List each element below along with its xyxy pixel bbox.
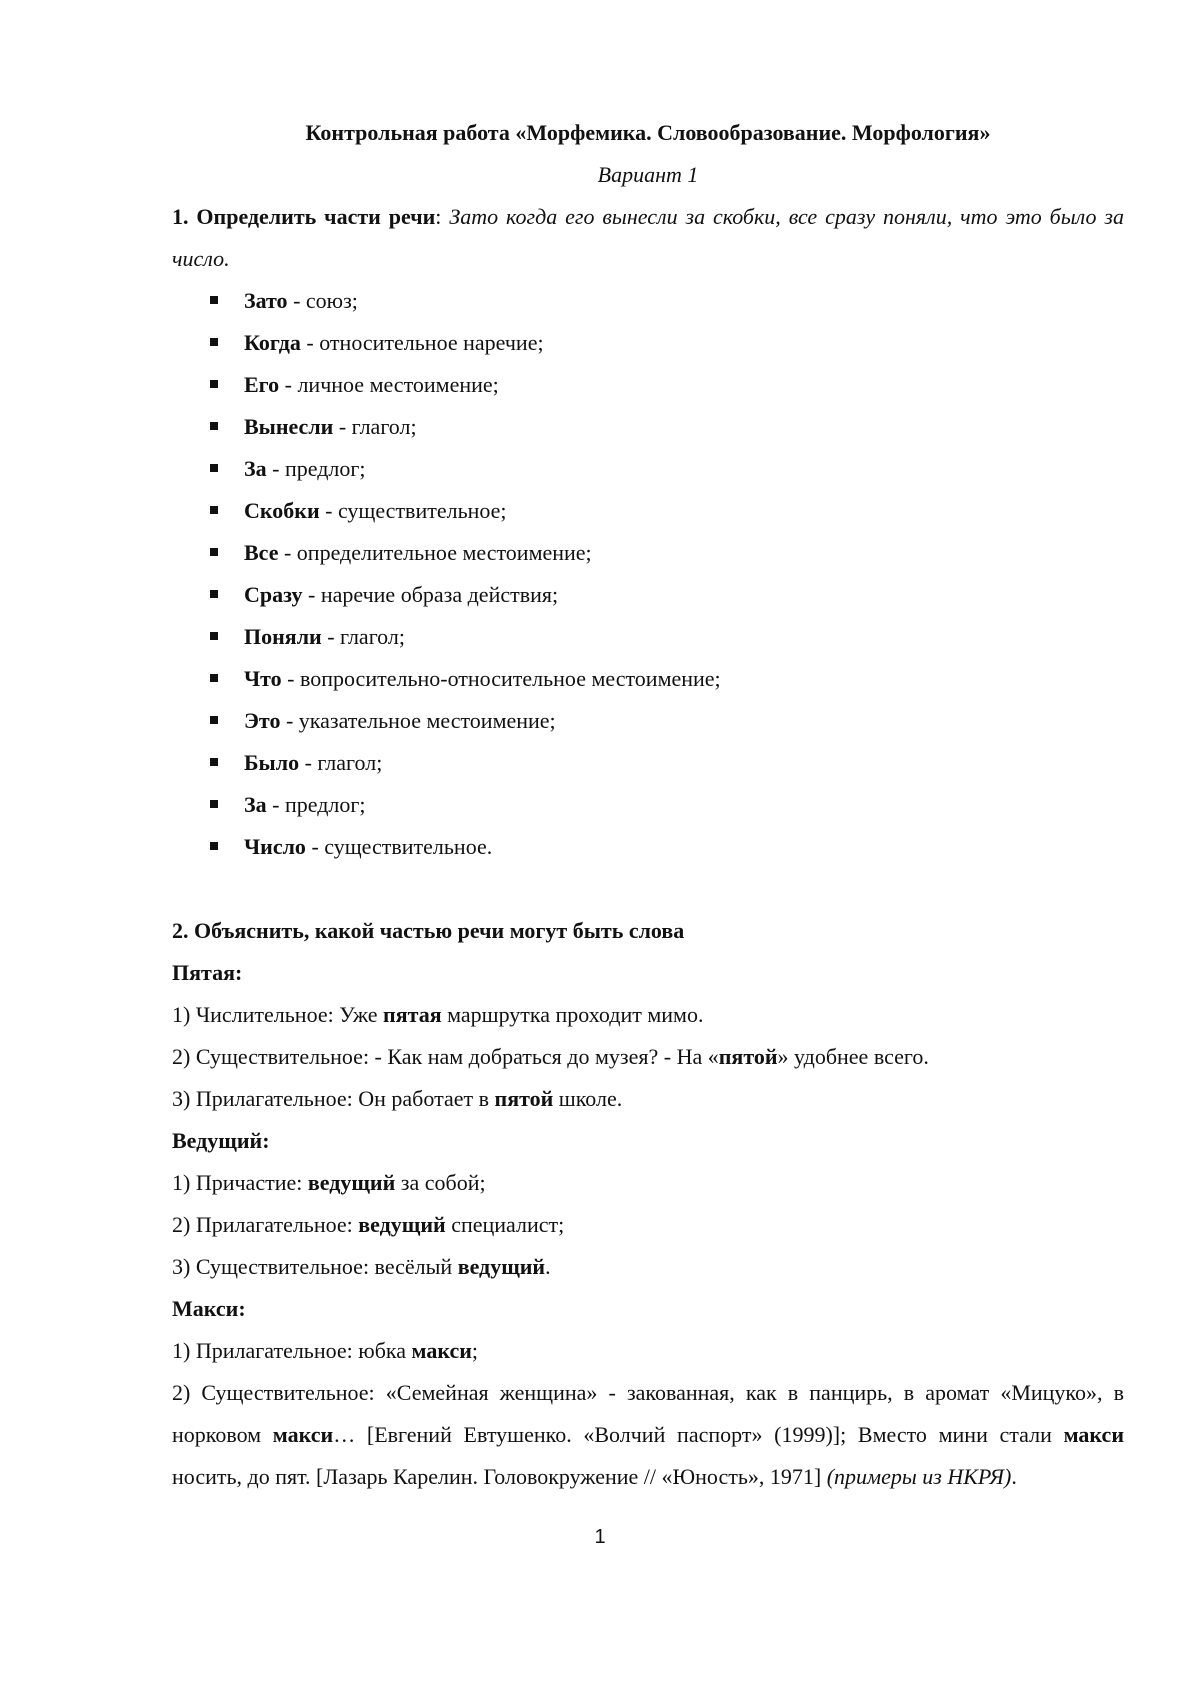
example-text: специалист; (445, 1212, 565, 1237)
list-item-desc: - существительное. (305, 834, 493, 859)
bullet-icon (210, 296, 218, 304)
example-text: 3) Существительное: весёлый (172, 1254, 458, 1279)
list-item-word: Все (244, 540, 279, 565)
list-item-desc: - указательное местоимение; (280, 708, 556, 733)
list-item-word: Число (244, 834, 306, 859)
page-content (172, 112, 1124, 1498)
list-item (210, 700, 1124, 742)
list-item (210, 490, 1124, 532)
example-text: . (545, 1254, 551, 1279)
list-item-word: Скобки (244, 498, 320, 523)
list-item-word: Вынесли (244, 414, 334, 439)
list-item-word: За (244, 456, 267, 481)
variant-label: Вариант 1 (597, 162, 699, 187)
example-text: ; (471, 1338, 479, 1363)
bullet-icon (210, 548, 218, 556)
example-line (172, 1330, 1124, 1372)
example-keyword: ведущий (358, 1212, 446, 1237)
list-item-word: Поняли (244, 624, 322, 649)
list-item (210, 532, 1124, 574)
example-text: 3) Прилагательное: Он работает в (172, 1086, 495, 1111)
list-item-desc: - глагол; (299, 750, 383, 775)
example-keyword: макси (411, 1338, 472, 1363)
task1-label: 1. Определить части речи (172, 204, 436, 229)
bullet-icon (210, 338, 218, 346)
bullet-icon (210, 464, 218, 472)
bullet-icon (210, 674, 218, 682)
example-text: маршрутка проходит мимо. (441, 1002, 704, 1027)
example-line (172, 1078, 1124, 1120)
example-keyword: пятая (383, 1002, 442, 1027)
example-keyword: пятой (718, 1044, 778, 1069)
example-line (172, 1204, 1124, 1246)
example-keyword: ведущий (457, 1254, 546, 1279)
list-item (210, 448, 1124, 490)
example-keyword: макси (1063, 1422, 1124, 1447)
example-text: 1) Числительное: Уже (172, 1002, 384, 1027)
example-paragraph (172, 1372, 1124, 1498)
list-item-desc: - глагол; (333, 414, 417, 439)
bullet-icon (210, 506, 218, 514)
list-item-word: Сразу (244, 582, 303, 607)
parts-of-speech-list (172, 280, 1124, 868)
example-text: носить, до пят. [Лазарь Карелин. Головокружение // «Юность», 1971] (172, 1464, 827, 1489)
example-keyword: пятой (494, 1086, 554, 1111)
task1-sentence: Зато когда его вынесли за скобки, все сразу поняли, что это было за число. (172, 204, 1124, 271)
example-line (172, 1162, 1124, 1204)
example-line (172, 1246, 1124, 1288)
word-heading-maksi: Макси: (172, 1296, 246, 1321)
list-item-desc: - наречие образа действия; (302, 582, 559, 607)
example-text: 1) Причастие: (172, 1170, 308, 1195)
list-item (210, 616, 1124, 658)
list-item (210, 784, 1124, 826)
bullet-icon (210, 590, 218, 598)
example-text: школе. (553, 1086, 623, 1111)
example-text: » удобнее всего. (777, 1044, 929, 1069)
source-note: (примеры из НКРЯ) (826, 1464, 1012, 1489)
list-item-desc: - относительное наречие; (300, 330, 544, 355)
example-text: 2) Существительное: «Семейная женщина» - закованная, как в панцирь, в аромат «Мицуко», в норковом (172, 1380, 1124, 1447)
list-item-desc: - определительное местоимение; (278, 540, 592, 565)
example-keyword: ведущий (307, 1170, 396, 1195)
bullet-icon (210, 380, 218, 388)
document-title: Контрольная работа «Морфемика. Словообразование. Морфология» (305, 120, 991, 145)
list-item-word: Его (244, 372, 280, 397)
bullet-icon (210, 800, 218, 808)
example-text: … [Евгений Евтушенко. «Волчий паспорт» (1999)]; Вместо мини стали (333, 1422, 1064, 1447)
list-item-word: Когда (244, 330, 301, 355)
list-item-desc: - предлог; (266, 792, 366, 817)
example-text: 2) Существительное: - Как нам добраться до музея? - На « (172, 1044, 719, 1069)
example-text: 1) Прилагательное: юбка (172, 1338, 412, 1363)
list-item-desc: - существительное; (319, 498, 507, 523)
bullet-icon (210, 842, 218, 850)
list-item-word: Это (244, 708, 281, 733)
list-item-word: За (244, 792, 267, 817)
bullet-icon (210, 632, 218, 640)
task2-heading: 2. Объяснить, какой частью речи могут быть слова (172, 918, 685, 943)
list-item (210, 658, 1124, 700)
task1-prompt (172, 196, 1124, 280)
bullet-icon (210, 716, 218, 724)
list-item (210, 364, 1124, 406)
word-heading-vedushchiy: Ведущий: (172, 1128, 270, 1153)
list-item-desc: - личное местоимение; (279, 372, 499, 397)
example-text: за собой; (395, 1170, 486, 1195)
list-item-desc: - глагол; (321, 624, 405, 649)
section-spacer (172, 868, 1124, 910)
list-item (210, 322, 1124, 364)
list-item (210, 574, 1124, 616)
list-item-word: Что (244, 666, 282, 691)
example-line (172, 994, 1124, 1036)
list-item-word: Зато (244, 288, 288, 313)
page-number: 1 (594, 1526, 606, 1548)
list-item (210, 406, 1124, 448)
list-item-desc: - вопросительно-относительное местоимение; (281, 666, 721, 691)
task1-colon: : (435, 204, 442, 229)
list-item-word: Было (244, 750, 300, 775)
list-item-desc: - союз; (287, 288, 358, 313)
example-line (172, 1036, 1124, 1078)
word-heading-pyataya: Пятая: (172, 960, 243, 985)
bullet-icon (210, 758, 218, 766)
example-text: . (1011, 1464, 1017, 1489)
example-keyword: макси (272, 1422, 334, 1447)
example-text: 2) Прилагательное: (172, 1212, 359, 1237)
list-item (210, 742, 1124, 784)
list-item (210, 280, 1124, 322)
list-item (210, 826, 1124, 868)
bullet-icon (210, 422, 218, 430)
list-item-desc: - предлог; (266, 456, 366, 481)
